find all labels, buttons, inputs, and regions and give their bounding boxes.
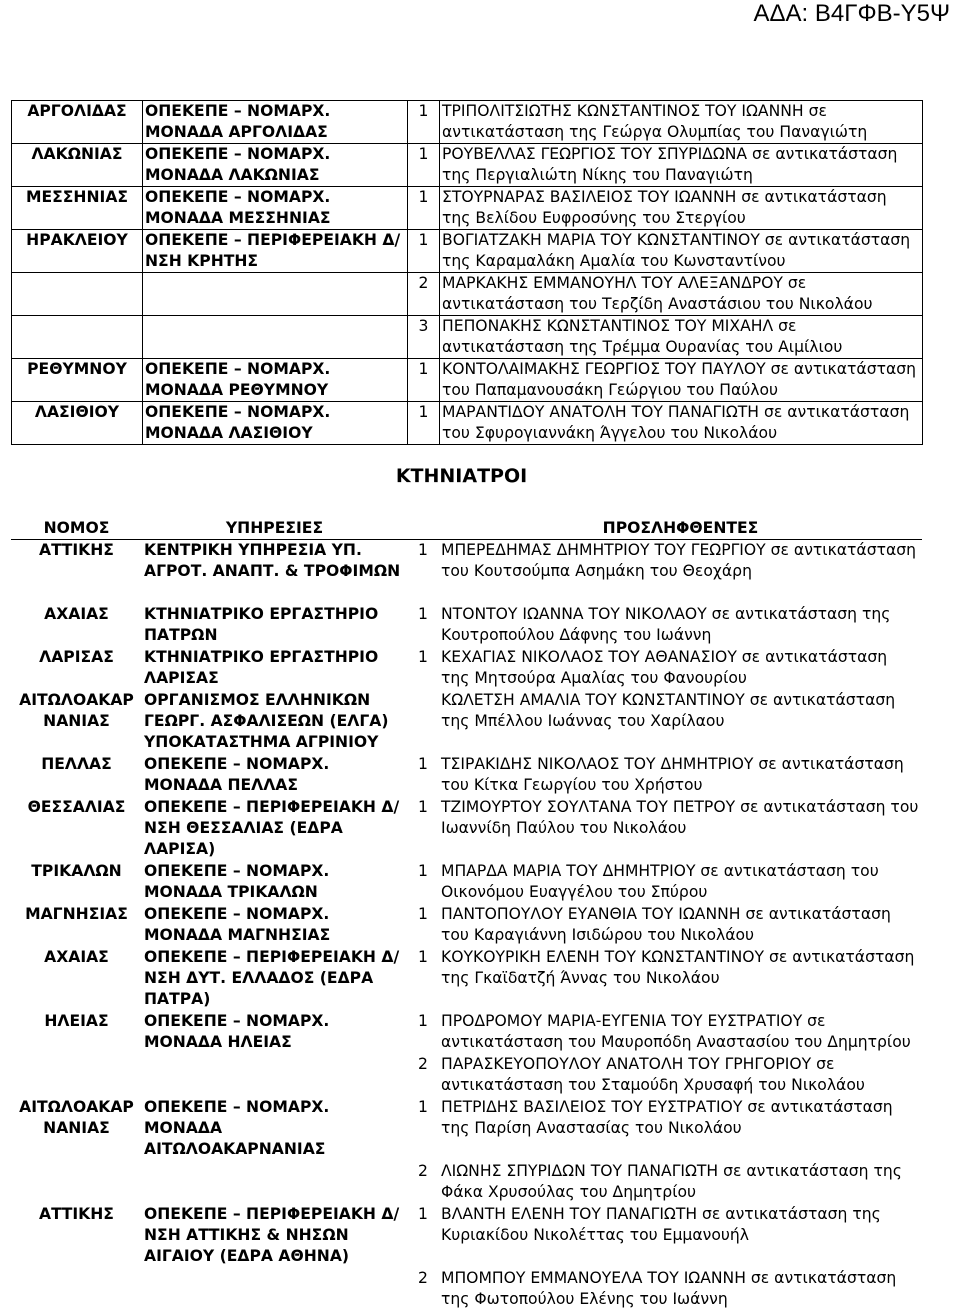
table-row bbox=[11, 1268, 922, 1311]
table-ktiniatroi bbox=[11, 518, 922, 1311]
number-cell: 2 bbox=[418, 1054, 428, 1073]
table-row bbox=[12, 316, 923, 359]
nomos-cell bbox=[12, 273, 143, 316]
ypiresia-cell bbox=[142, 1161, 407, 1204]
proslifthentes-cell: ΚΟΥΚΟΥΡΙΚΗ ΕΛΕΝΗ ΤΟΥ ΚΩΝΣΤΑΝΤΙΝΟΥ σε αντικατάσταση της Γκαϊδατζή Άννας του Νικολάου bbox=[441, 947, 915, 987]
table-row bbox=[11, 604, 922, 647]
nomos-cell: ΑΙΤΩΛΟΑΚΑΡ ΝΑΝΙΑΣ bbox=[19, 1097, 134, 1137]
table-row bbox=[11, 1011, 922, 1054]
number-cell: 1 bbox=[418, 754, 428, 773]
proslifthentes-cell: ΤΡΙΠΟΛΙΤΣΙΩΤΗΣ ΚΩΝΣΤΑΝΤΙΝΟΣ ΤΟΥ ΙΩΑΝΝΗ σε αντικατάσταση της Γεώργα Ολυμπίας του Παναγιώτη bbox=[440, 101, 923, 144]
table-header-row bbox=[11, 518, 922, 540]
ypiresia-cell: ΟΠΕΚΕΠΕ – ΠΕΡΙΦΕΡΕΙΑΚΗ Δ/ΝΣΗ ΔΥΤ. ΕΛΛΑΔΟΣ (ΕΔΡΑ ΠΑΤΡΑ) bbox=[144, 947, 400, 1008]
ypiresia-cell: ΟΠΕΚΕΠΕ – ΠΕΡΙΦΕΡΕΙΑΚΗ Δ/ΝΣΗ ΚΡΗΤΗΣ bbox=[143, 230, 408, 273]
proslifthentes-cell: ΝΤΟΝΤΟΥ ΙΩΑΝΝΑ ΤΟΥ ΝΙΚΟΛΑΟΥ σε αντικατάσταση της Κουτροπούλου Δάφνης του Ιωάννη bbox=[441, 604, 891, 644]
table-row bbox=[12, 101, 923, 144]
number-cell: 1 bbox=[418, 904, 428, 923]
proslifthentes-cell: ΠΕΠΟΝΑΚΗΣ ΚΩΝΣΤΑΝΤΙΝΟΣ ΤΟΥ ΜΙΧΑΗΛ σε αντικατάσταση της Τρέμμα Ουρανίας του Αιμίλιου bbox=[440, 316, 923, 359]
table-row bbox=[11, 797, 922, 861]
table-row bbox=[11, 540, 922, 604]
nomos-cell: ΤΡΙΚΑΛΩΝ bbox=[31, 861, 122, 880]
nomos-cell: ΗΛΕΙΑΣ bbox=[44, 1011, 109, 1030]
proslifthentes-cell: ΤΣΙΡΑΚΙΔΗΣ ΝΙΚΟΛΑΟΣ ΤΟΥ ΔΗΜΗΤΡΙΟΥ σε αντικατάσταση του Κίτκα Γεωργίου του Χρήστου bbox=[441, 754, 904, 794]
number-cell: 1 bbox=[408, 144, 440, 187]
proslifthentes-cell: ΠΑΡΑΣΚΕΥΟΠΟΥΛΟΥ ΑΝΑΤΟΛΗ ΤΟΥ ΓΡΗΓΟΡΙΟΥ σε αντικατάσταση του Σταμούδη Χρυσαφή του Νικολάου bbox=[441, 1054, 865, 1094]
ypiresia-cell: ΟΠΕΚΕΠΕ – ΠΕΡΙΦΕΡΕΙΑΚΗ Δ/ΝΣΗ ΑΤΤΙΚΗΣ & ΝΗΣΩΝ ΑΙΓΑΙΟΥ (ΕΔΡΑ ΑΘΗΝΑ) bbox=[144, 1204, 400, 1265]
number-cell: 1 bbox=[418, 1097, 428, 1116]
ypiresia-cell: ΟΠΕΚΕΠΕ – ΝΟΜΑΡΧ. ΜΟΝΑΔΑ ΛΑΣΙΘΙΟΥ bbox=[143, 402, 408, 445]
number-cell: 1 bbox=[408, 359, 440, 402]
ypiresia-cell: ΟΠΕΚΕΠΕ – ΝΟΜΑΡΧ. ΜΟΝΑΔΑ ΗΛΕΙΑΣ bbox=[144, 1011, 330, 1051]
proslifthentes-cell: ΚΟΝΤΟΛΑΙΜΑΚΗΣ ΓΕΩΡΓΙΟΣ ΤΟΥ ΠΑΥΛΟΥ σε αντικατάσταση του Παπαμανουσάκη Γεώργιου του Παύλου bbox=[440, 359, 923, 402]
ypiresia-cell: ΟΡΓΑΝΙΣΜΟΣ ΕΛΛΗΝΙΚΩΝ ΓΕΩΡΓ. ΑΣΦΑΛΙΣΕΩΝ (ΕΛΓΑ) ΥΠΟΚΑΤΑΣΤΗΜΑ ΑΓΡΙΝΙΟΥ bbox=[144, 690, 389, 751]
proslifthentes-cell: ΒΛΑΝΤΗ ΕΛΕΝΗ ΤΟΥ ΠΑΝΑΓΙΩΤΗ σε αντικατάσταση της Κυριακίδου Νικολέττας του Εμμανουήλ bbox=[441, 1204, 881, 1244]
nomos-cell: ΛΑΡΙΣΑΣ bbox=[39, 647, 114, 666]
number-cell: 2 bbox=[408, 273, 440, 316]
header-proslifthentes: ΠΡΟΣΛΗΦΘΕΝΤΕΣ bbox=[439, 518, 922, 540]
number-cell: 1 bbox=[408, 230, 440, 273]
table-row bbox=[11, 1097, 922, 1161]
table-row bbox=[11, 1054, 922, 1097]
nomos-cell: ΡΕΘΥΜΝΟΥ bbox=[12, 359, 143, 402]
nomos-cell: ΜΕΣΣΗΝΙΑΣ bbox=[12, 187, 143, 230]
ypiresia-cell: ΟΠΕΚΕΠΕ – ΠΕΡΙΦΕΡΕΙΑΚΗ Δ/ΝΣΗ ΘΕΣΣΑΛΙΑΣ (ΕΔΡΑ ΛΑΡΙΣΑ) bbox=[144, 797, 400, 858]
ypiresia-cell bbox=[142, 1268, 407, 1311]
table-row bbox=[12, 187, 923, 230]
ypiresia-cell bbox=[143, 273, 408, 316]
ada-header: ΑΔΑ: Β4ΓΦΒ-Υ5Ψ bbox=[753, 0, 950, 27]
table-row bbox=[11, 904, 922, 947]
nomos-cell: ΗΡΑΚΛΕΙΟΥ bbox=[12, 230, 143, 273]
number-cell: 1 bbox=[408, 101, 440, 144]
nomos-cell bbox=[12, 316, 143, 359]
table-kentriki bbox=[11, 100, 923, 445]
proslifthentes-cell: ΜΠΑΡΔΑ ΜΑΡΙΑ ΤΟΥ ΔΗΜΗΤΡΙΟΥ σε αντικατάσταση του Οικονόμου Ευαγγέλου του Σπύρου bbox=[441, 861, 879, 901]
table-row bbox=[11, 647, 922, 690]
nomos-cell: ΑΤΤΙΚΗΣ bbox=[39, 541, 114, 559]
proslifthentes-cell: ΜΑΡΚΑΚΗΣ ΕΜΜΑΝΟΥΗΛ ΤΟΥ ΑΛΕΞΑΝΔΡΟΥ σε αντικατάσταση του Τερζίδη Αναστάσιου του Νικολάου bbox=[440, 273, 923, 316]
proslifthentes-cell: ΠΑΝΤΟΠΟΥΛΟΥ ΕΥΑΝΘΙΑ ΤΟΥ ΙΩΑΝΝΗ σε αντικατάσταση του Καραγιάννη Ισιδώρου του Νικολάου bbox=[441, 904, 891, 944]
number-cell: 1 bbox=[408, 402, 440, 445]
ypiresia-cell: ΟΠΕΚΕΠΕ – ΝΟΜΑΡΧ. ΜΟΝΑΔΑ ΡΕΘΥΜΝΟΥ bbox=[143, 359, 408, 402]
header-ypiresies: ΥΠΗΡΕΣΙΕΣ bbox=[142, 518, 407, 540]
proslifthentes-cell: ΜΑΡΑΝΤΙΔΟΥ ΑΝΑΤΟΛΗ ΤΟΥ ΠΑΝΑΓΙΩΤΗ σε αντικατάσταση του Σφυρογιαννάκη Άγγελου του Νικολάου bbox=[440, 402, 923, 445]
table-row bbox=[11, 690, 922, 754]
table-row bbox=[12, 144, 923, 187]
nomos-cell: ΘΕΣΣΑΛΙΑΣ bbox=[27, 797, 126, 816]
nomos-cell: ΠΕΛΛΑΣ bbox=[41, 754, 112, 773]
number-cell: 3 bbox=[408, 316, 440, 359]
ypiresia-cell: ΟΠΕΚΕΠΕ – ΝΟΜΑΡΧ. ΜΟΝΑΔΑ ΑΙΤΩΛΟΑΚΑΡΝΑΝΙΑΣ bbox=[144, 1097, 330, 1158]
number-cell: 1 bbox=[418, 604, 428, 623]
proslifthentes-cell: ΚΩΛΕΤΣΗ ΑΜΑΛΙΑ ΤΟΥ ΚΩΝΣΤΑΝΤΙΝΟΥ σε αντικατάσταση της Μπέλλου Ιωάννας του Χαρίλαου bbox=[441, 690, 896, 730]
ypiresia-cell: ΚΤΗΝΙΑΤΡΙΚΟ ΕΡΓΑΣΤΗΡΙΟ ΛΑΡΙΣΑΣ bbox=[144, 647, 379, 687]
header-spacer bbox=[407, 518, 439, 540]
number-cell bbox=[407, 690, 439, 754]
ypiresia-cell: ΚΤΗΝΙΑΤΡΙΚΟ ΕΡΓΑΣΤΗΡΙΟ ΠΑΤΡΩΝ bbox=[144, 604, 379, 644]
proslifthentes-cell: ΜΠΕΡΕΔΗΜΑΣ ΔΗΜΗΤΡΙΟΥ ΤΟΥ ΓΕΩΡΓΙΟΥ σε αντικατάσταση του Κουτσούμπα Ασημάκη του Θεοχάρη bbox=[441, 541, 917, 580]
proslifthentes-cell: ΒΟΓΙΑΤΖΑΚΗ ΜΑΡΙΑ ΤΟΥ ΚΩΝΣΤΑΝΤΙΝΟΥ σε αντικατάσταση της Καραμαλάκη Αμαλία του Κωνσταντίνου bbox=[440, 230, 923, 273]
table-row bbox=[11, 1204, 922, 1268]
ypiresia-cell bbox=[142, 1054, 407, 1097]
header-nomos: ΝΟΜΟΣ bbox=[11, 518, 142, 540]
ypiresia-cell: ΚΕΝΤΡΙΚΗ ΥΠΗΡΕΣΙΑ ΥΠ. ΑΓΡΟΤ. ΑΝΑΠΤ. & ΤΡΟΦΙΜΩΝ bbox=[144, 541, 401, 580]
table-row bbox=[11, 1161, 922, 1204]
number-cell: 1 bbox=[418, 1204, 428, 1223]
number-cell: 2 bbox=[418, 1161, 428, 1180]
nomos-cell: ΛΑΣΙΘΙΟΥ bbox=[12, 402, 143, 445]
number-cell: 1 bbox=[418, 797, 428, 816]
proslifthentes-cell: ΤΖΙΜΟΥΡΤΟΥ ΣΟΥΛΤΑΝΑ ΤΟΥ ΠΕΤΡΟΥ σε αντικατάσταση του Ιωαννίδη Παύλου του Νικολάου bbox=[441, 797, 919, 837]
proslifthentes-cell: ΠΡΟΔΡΟΜΟΥ ΜΑΡΙΑ-ΕΥΓΕΝΙΑ ΤΟΥ ΕΥΣΤΡΑΤΙΟΥ σε αντικατάσταση του Μαυροπόδη Αναστασίου του Δημητρίου bbox=[441, 1011, 911, 1051]
table-row bbox=[12, 230, 923, 273]
table-row bbox=[11, 754, 922, 797]
table-row bbox=[12, 273, 923, 316]
number-cell: 1 bbox=[418, 947, 428, 966]
nomos-cell: ΑΤΤΙΚΗΣ bbox=[39, 1204, 114, 1223]
number-cell: 2 bbox=[418, 1268, 428, 1287]
number-cell: 1 bbox=[418, 1011, 428, 1030]
proslifthentes-cell: ΛΙΩΝΗΣ ΣΠΥΡΙΔΩΝ ΤΟΥ ΠΑΝΑΓΙΩΤΗ σε αντικατάσταση της Φάκα Χρυσούλας του Δημητρίου bbox=[441, 1161, 902, 1201]
ypiresia-cell: ΟΠΕΚΕΠΕ – ΝΟΜΑΡΧ. ΜΟΝΑΔΑ ΜΑΓΝΗΣΙΑΣ bbox=[144, 904, 331, 944]
nomos-cell bbox=[11, 1054, 142, 1097]
proslifthentes-cell: ΣΤΟΥΡΝΑΡΑΣ ΒΑΣΙΛΕΙΟΣ ΤΟΥ ΙΩΑΝΝΗ σε αντικατάσταση της Βελίδου Ευφροσύνης του Στεργίου bbox=[440, 187, 923, 230]
table-row bbox=[11, 861, 922, 904]
table-row bbox=[12, 359, 923, 402]
ypiresia-cell: ΟΠΕΚΕΠΕ – ΝΟΜΑΡΧ. ΜΟΝΑΔΑ ΑΡΓΟΛΙΔΑΣ bbox=[143, 101, 408, 144]
table-row bbox=[12, 402, 923, 445]
number-cell: 1 bbox=[418, 647, 428, 666]
number-cell: 1 bbox=[418, 861, 428, 880]
ypiresia-cell: ΟΠΕΚΕΠΕ – ΝΟΜΑΡΧ. ΜΟΝΑΔΑ ΛΑΚΩΝΙΑΣ bbox=[143, 144, 408, 187]
table-row bbox=[11, 947, 922, 1011]
ypiresia-cell: ΟΠΕΚΕΠΕ – ΝΟΜΑΡΧ. ΜΟΝΑΔΑ ΤΡΙΚΑΛΩΝ bbox=[144, 861, 330, 901]
proslifthentes-cell: ΡΟΥΒΕΛΛΑΣ ΓΕΩΡΓΙΟΣ ΤΟΥ ΣΠΥΡΙΔΩΝΑ σε αντικατάσταση της Περγιαλιώτη Νίκης του Παναγιώτη bbox=[440, 144, 923, 187]
nomos-cell bbox=[11, 1161, 142, 1204]
nomos-cell: ΛΑΚΩΝΙΑΣ bbox=[12, 144, 143, 187]
number-cell: 1 bbox=[408, 187, 440, 230]
proslifthentes-cell: ΠΕΤΡΙΔΗΣ ΒΑΣΙΛΕΙΟΣ ΤΟΥ ΕΥΣΤΡΑΤΙΟΥ σε αντικατάσταση της Παρίση Αναστασίας του Νικολάου bbox=[441, 1097, 893, 1137]
nomos-cell: ΑΡΓΟΛΙΔΑΣ bbox=[12, 101, 143, 144]
nomos-cell: ΑΧΑΙΑΣ bbox=[44, 947, 109, 966]
proslifthentes-cell: ΜΠΟΜΠΟΥ ΕΜΜΑΝΟΥΕΛΑ ΤΟΥ ΙΩΑΝΝΗ σε αντικατάσταση της Φωτοπούλου Ελένης του Ιωάννη bbox=[441, 1268, 897, 1308]
proslifthentes-cell: ΚΕΧΑΓΙΑΣ ΝΙΚΟΛΑΟΣ ΤΟΥ ΑΘΑΝΑΣΙΟΥ σε αντικατάσταση της Μητσούρα Αμαλίας του Φανουρίου bbox=[441, 647, 888, 687]
ypiresia-cell: ΟΠΕΚΕΠΕ – ΝΟΜΑΡΧ. ΜΟΝΑΔΑ ΜΕΣΣΗΝΙΑΣ bbox=[143, 187, 408, 230]
ypiresia-cell bbox=[143, 316, 408, 359]
nomos-cell: ΑΧΑΙΑΣ bbox=[44, 604, 109, 623]
nomos-cell: ΑΙΤΩΛΟΑΚΑΡ ΝΑΝΙΑΣ bbox=[19, 690, 134, 730]
number-cell: 1 bbox=[418, 541, 428, 559]
nomos-cell bbox=[11, 1268, 142, 1311]
section-title: ΚΤΗΝΙΑΤΡΟΙ bbox=[395, 465, 528, 487]
ypiresia-cell: ΟΠΕΚΕΠΕ – ΝΟΜΑΡΧ. ΜΟΝΑΔΑ ΠΕΛΛΑΣ bbox=[144, 754, 330, 794]
nomos-cell: ΜΑΓΝΗΣΙΑΣ bbox=[25, 904, 128, 923]
